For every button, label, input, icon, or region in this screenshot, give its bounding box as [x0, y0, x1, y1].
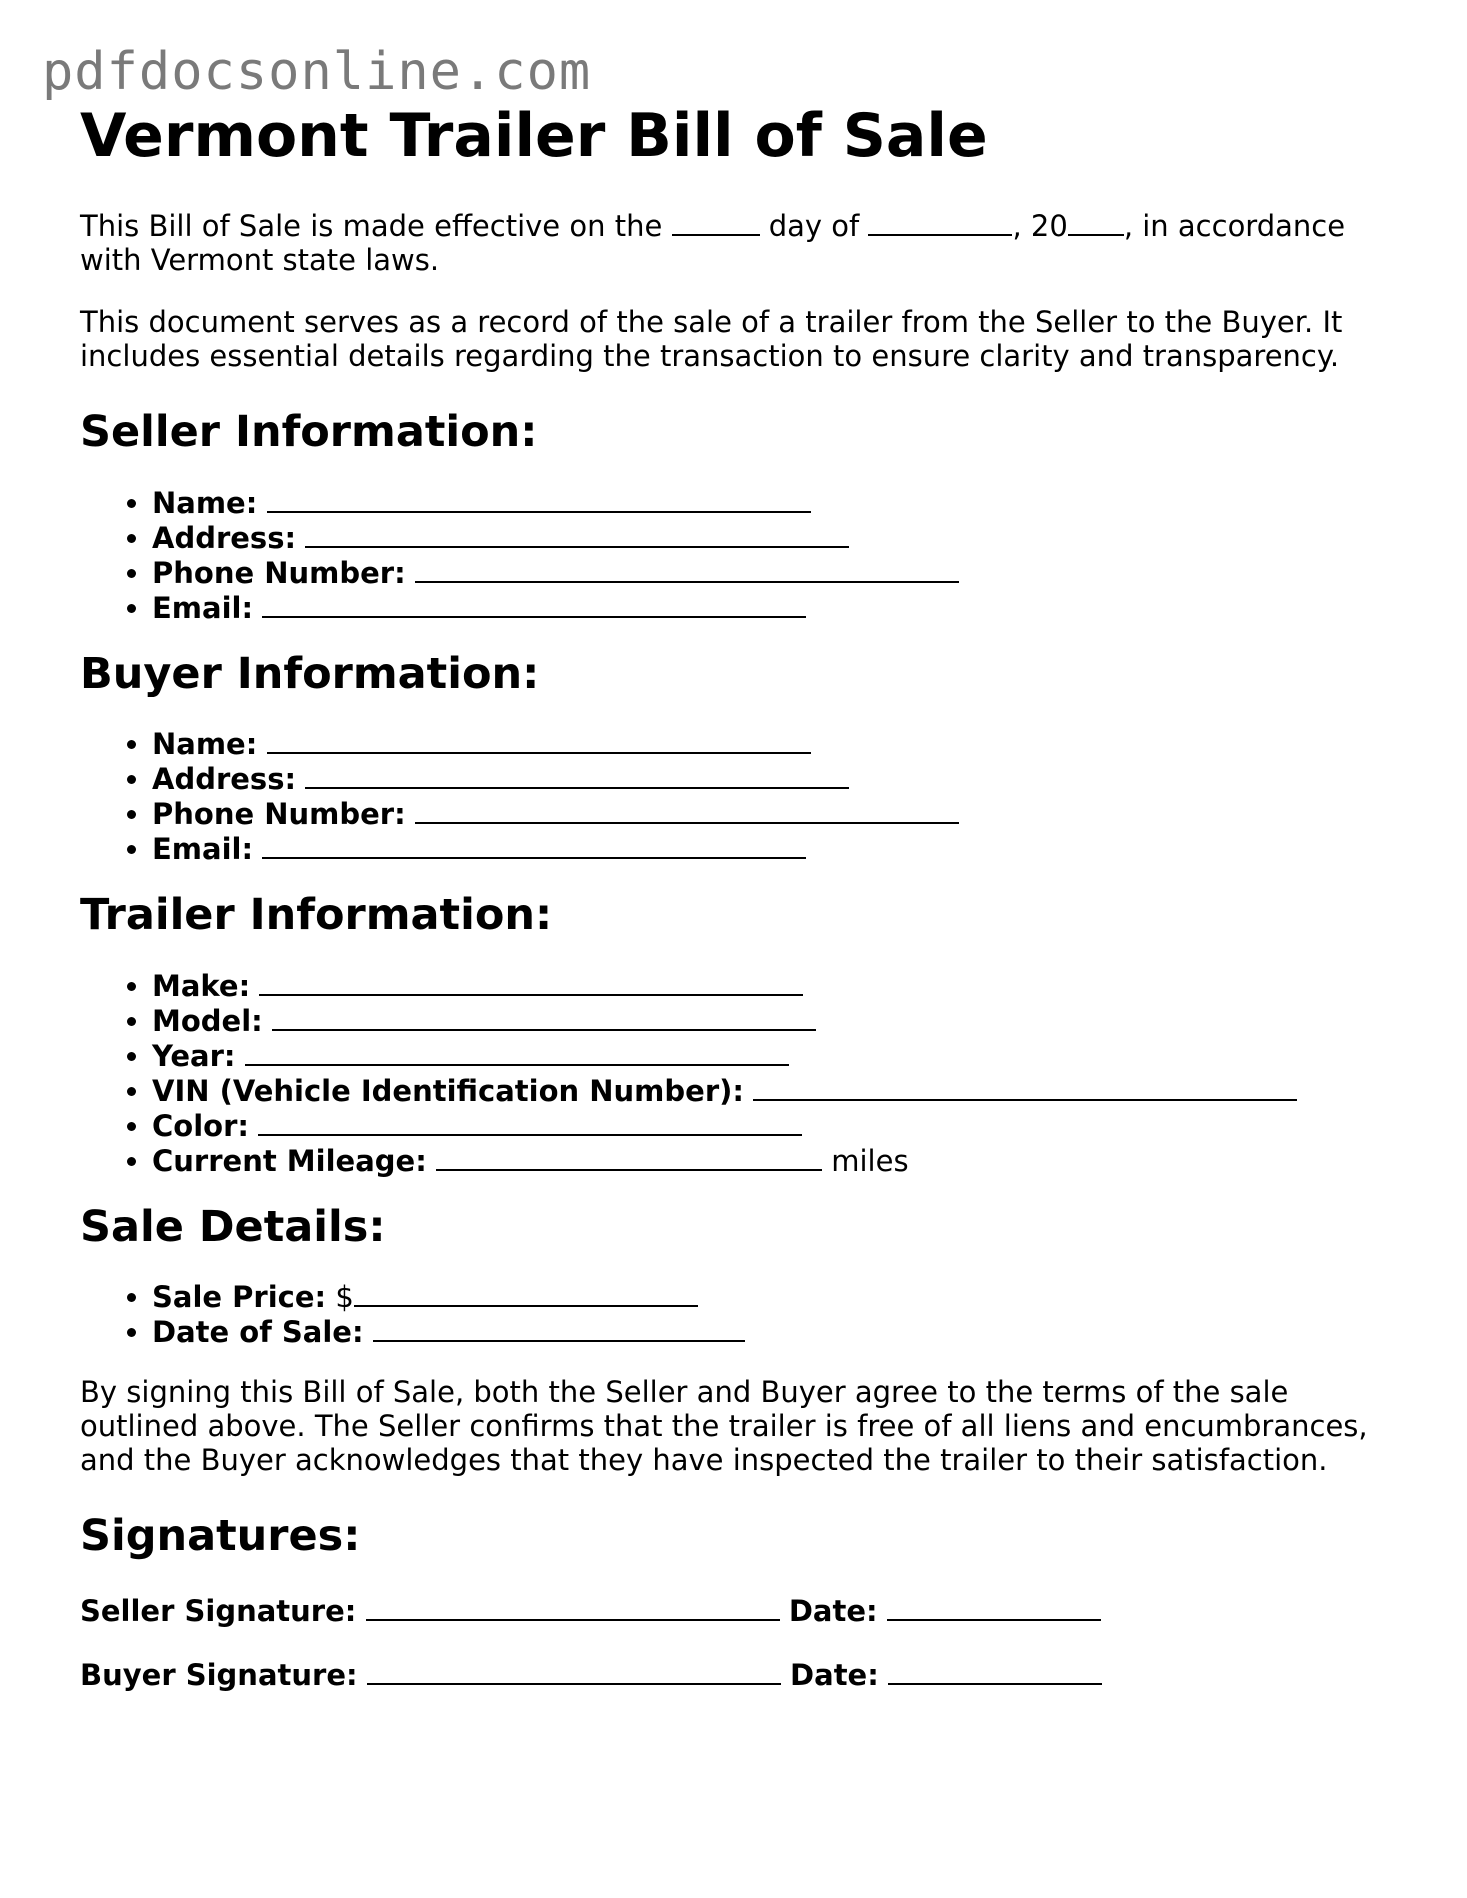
document-title: Vermont Trailer Bill of Sale: [80, 101, 988, 171]
seller-date-blank[interactable]: [887, 1593, 1101, 1621]
intro-start-text: This Bill of Sale is made effective on the: [80, 209, 663, 243]
trailer-vin-label: VIN (Vehicle Identification Number):: [152, 1073, 744, 1108]
buyer-address-blank[interactable]: [305, 761, 849, 789]
trailer-model-blank[interactable]: [272, 1003, 816, 1031]
buyer-name-item: [152, 726, 1390, 761]
trailer-mileage-item: [152, 1143, 1390, 1178]
document-page: [80, 100, 1390, 1692]
buyer-date-blank[interactable]: [888, 1657, 1102, 1685]
year-blank[interactable]: [1068, 208, 1124, 236]
buyer-name-blank[interactable]: [267, 726, 811, 754]
seller-fields: [80, 485, 1390, 625]
trailer-mileage-label: Current Mileage:: [152, 1143, 427, 1178]
month-blank[interactable]: [868, 208, 1012, 236]
currency-symbol: $: [335, 1280, 354, 1315]
day-blank[interactable]: [672, 208, 760, 236]
trailer-vin-item: [152, 1073, 1390, 1108]
buyer-phone-label: Phone Number:: [152, 797, 406, 832]
buyer-phone-blank[interactable]: [415, 796, 959, 824]
trailer-year-blank[interactable]: [245, 1038, 789, 1066]
sale-fields: [80, 1279, 1390, 1349]
seller-address-label: Address:: [152, 520, 297, 555]
seller-name-blank[interactable]: [267, 485, 811, 513]
purpose-paragraph: This document serves as a record of the sale of a trailer from the Seller to the Buyer. It includes essential details regarding the transaction to ensure clarity and transparency.: [80, 305, 1343, 373]
buyer-email-label: Email:: [152, 832, 254, 867]
seller-signature-blank[interactable]: [366, 1593, 780, 1621]
sale-price-item: [152, 1279, 1390, 1314]
seller-address-blank[interactable]: [305, 520, 849, 548]
trailer-year-label: Year:: [152, 1038, 236, 1073]
buyer-fields: [80, 726, 1390, 866]
seller-email-blank[interactable]: [262, 590, 806, 618]
seller-heading: Seller Information:: [80, 407, 538, 457]
trailer-color-blank[interactable]: [258, 1108, 802, 1136]
trailer-make-label: Make:: [152, 968, 251, 1003]
buyer-address-label: Address:: [152, 762, 297, 797]
trailer-vin-blank[interactable]: [753, 1073, 1297, 1101]
buyer-signature-row: [80, 1657, 1390, 1692]
seller-email-label: Email:: [152, 590, 254, 625]
seller-address-item: [152, 520, 1390, 555]
sale-price-label: Sale Price:: [152, 1280, 327, 1315]
intro-end-text: , in accordance with Vermont state laws.: [80, 209, 1346, 277]
intro-paragraph: [80, 208, 1390, 277]
seller-date-label: Date:: [788, 1593, 878, 1628]
buyer-email-item: [152, 831, 1390, 866]
seller-phone-item: [152, 555, 1390, 590]
seller-phone-blank[interactable]: [415, 555, 959, 583]
buyer-signature-blank[interactable]: [367, 1657, 781, 1685]
seller-phone-label: Phone Number:: [152, 555, 406, 590]
trailer-year-item: [152, 1038, 1390, 1073]
sale-heading: Sale Details:: [80, 1201, 386, 1252]
mileage-unit: miles: [831, 1143, 909, 1178]
seller-name-item: [152, 485, 1390, 520]
trailer-fields: [80, 968, 1390, 1178]
sale-date-label: Date of Sale:: [152, 1315, 364, 1350]
trailer-heading: Trailer Information:: [80, 890, 553, 941]
signatures-heading: Signatures:: [80, 1511, 361, 1562]
agreement-paragraph: By signing this Bill of Sale, both the Seller and Buyer agree to the terms of the sale outlined above. The Seller confirms that the trailer is free of all liens and encumbrances, and the Buyer acknowledges that they have inspected the trailer to their satisfaction.: [80, 1375, 1368, 1478]
trailer-make-item: [152, 968, 1390, 1003]
trailer-make-blank[interactable]: [259, 968, 803, 996]
trailer-mileage-blank[interactable]: [436, 1143, 822, 1171]
buyer-address-item: [152, 761, 1390, 796]
sale-date-blank[interactable]: [373, 1314, 745, 1342]
buyer-email-blank[interactable]: [262, 831, 806, 859]
sale-date-item: [152, 1314, 1390, 1349]
seller-name-label: Name:: [152, 485, 258, 520]
intro-day-text: day of: [768, 209, 860, 243]
seller-signature-label: Seller Signature:: [80, 1593, 357, 1628]
sale-price-blank[interactable]: [354, 1279, 698, 1307]
seller-email-item: [152, 590, 1390, 625]
buyer-heading: Buyer Information:: [80, 648, 540, 699]
trailer-model-item: [152, 1003, 1390, 1038]
buyer-date-label: Date:: [790, 1657, 879, 1692]
intro-year-text: , 20: [1012, 209, 1068, 243]
trailer-color-item: [152, 1108, 1390, 1143]
trailer-model-label: Model:: [152, 1003, 263, 1038]
buyer-phone-item: [152, 796, 1390, 831]
trailer-color-label: Color:: [152, 1108, 249, 1143]
buyer-signature-label: Buyer Signature:: [80, 1657, 358, 1692]
watermark: pdfdocsonline.com: [42, 42, 592, 102]
buyer-name-label: Name:: [152, 727, 258, 762]
seller-signature-row: [80, 1593, 1390, 1628]
